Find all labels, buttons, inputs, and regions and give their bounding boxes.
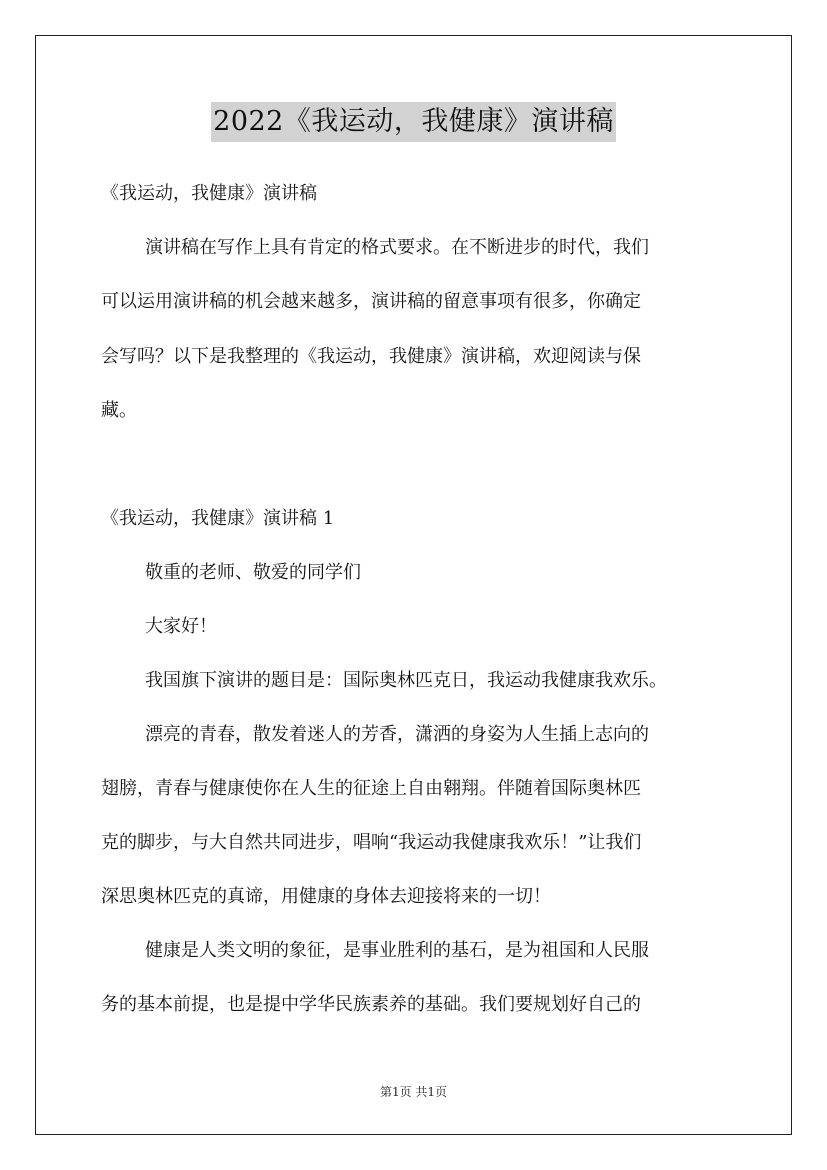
topic-line: 我国旗下演讲的题目是：国际奥林匹克日，我运动我健康我欢乐。	[145, 670, 667, 691]
section-heading: 《我运动，我健康》演讲稿 1	[101, 508, 335, 529]
hello-line: 大家好！	[145, 616, 217, 637]
paragraph-line: 翅膀，青春与健康使你在人生的征途上自由翱翔。伴随着国际奥林匹	[101, 778, 641, 799]
paragraph-line: 克的脚步，与大自然共同进步，唱响“我运动我健康我欢乐！”让我们	[101, 832, 642, 853]
paragraph-line: 健康是人类文明的象征，是事业胜利的基石，是为祖国和人民服	[145, 940, 649, 961]
intro-line: 演讲稿在写作上具有肯定的格式要求。在不断进步的时代，我们	[145, 237, 649, 258]
intro-line: 会写吗？以下是我整理的《我运动，我健康》演讲稿，欢迎阅读与保	[101, 346, 641, 367]
greeting-line: 敬重的老师、敬爱的同学们	[145, 562, 361, 583]
paragraph-line: 漂亮的青春，散发着迷人的芳香，潇洒的身姿为人生插上志向的	[145, 724, 649, 745]
document-subtitle: 《我运动，我健康》演讲稿	[101, 183, 317, 204]
page-footer: 第1页 共1页	[379, 1085, 448, 1099]
intro-line: 可以运用演讲稿的机会越来越多，演讲稿的留意事项有很多，你确定	[101, 291, 641, 312]
intro-line: 藏。	[101, 400, 137, 421]
title-container	[0, 102, 827, 142]
paragraph-line: 深思奥林匹克的真谛，用健康的身体去迎接将来的一切！	[101, 886, 551, 907]
document-title: 2022《我运动，我健康》演讲稿	[211, 102, 616, 142]
paragraph-line: 务的基本前提，也是提中学华民族素养的基础。我们要规划好自己的	[101, 994, 641, 1015]
